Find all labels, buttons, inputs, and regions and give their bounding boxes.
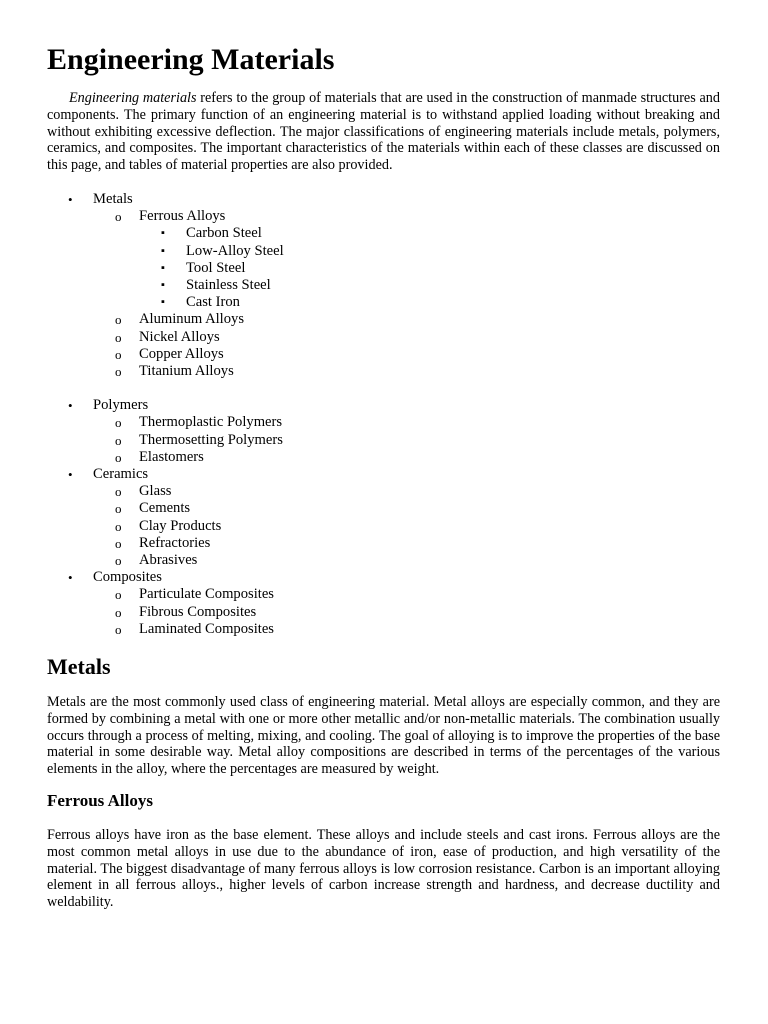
list-item: ▪ Tool Steel bbox=[139, 260, 720, 277]
list-spacer bbox=[93, 380, 720, 397]
list-item: ▪ Carbon Steel bbox=[139, 225, 720, 242]
section-heading-metals: Metals bbox=[47, 654, 111, 680]
materials-outline bbox=[47, 191, 720, 638]
section-heading-ferrous-alloys: Ferrous Alloys bbox=[47, 791, 153, 811]
list-item: o Fibrous Composites bbox=[93, 604, 720, 621]
metals-paragraph: Metals are the most commonly used class of engineering material. Metal alloys are especially common, and they are formed by combining a metal with one or more other metallic and/or non-metallic materials. The combination usually occurs through a process of melting, mixing, and cooling. The goal of alloying is to improve the properties of the base material in some desirable way. Metal alloy compositions are described in terms of the percentages of the various elements in the alloy, where the percentages are measured by weight. bbox=[47, 694, 720, 778]
list-item: o Nickel Alloys bbox=[93, 329, 720, 346]
list-item: o Clay Products bbox=[93, 518, 720, 535]
outline-label: Metals bbox=[93, 190, 133, 207]
list-item: o Glass bbox=[93, 483, 720, 500]
ferrous-paragraph: Ferrous alloys have iron as the base element. These alloys and include steels and cast irons. Ferrous alloys are the most common metal alloys in use due to the abundance of iron, ease of production, and high versatility of the material. The biggest disadvantage of many ferrous alloys is low corrosion resistance. Carbon is an important alloying element in all ferrous alloys., higher levels of carbon increase strength and hardness, and decrease ductility and weldability. bbox=[47, 827, 720, 911]
polymers-sublist bbox=[93, 414, 720, 466]
composites-sublist bbox=[93, 586, 720, 638]
list-item: o Elastomers bbox=[93, 449, 720, 466]
list-item: o Laminated Composites bbox=[93, 621, 720, 638]
outline-item-ceramics bbox=[47, 466, 720, 569]
list-item: ▪ Low-Alloy Steel bbox=[139, 243, 720, 260]
list-item: o Cements bbox=[93, 500, 720, 517]
outline-item-ferrous-alloys bbox=[93, 208, 720, 311]
ferrous-sublist bbox=[139, 225, 720, 311]
outline-label: Ferrous Alloys bbox=[139, 208, 226, 225]
outline-item-composites bbox=[47, 569, 720, 638]
ceramics-sublist bbox=[93, 483, 720, 569]
outline-label: Polymers bbox=[93, 397, 149, 414]
outline-item-polymers bbox=[47, 397, 720, 466]
outline-label: Ceramics bbox=[93, 466, 149, 483]
intro-paragraph bbox=[47, 90, 720, 174]
intro-text: refers to the group of materials that are used in the construction of manmade structures and components. The primary function of an engineering material is to withstand applied loading without breaking and without exhibiting excessive deflection. The major classifications of engineering materials include metals, polymers, ceramics, and composites. The important characteristics of the materials within each of these classes are discussed on this page, and tables of material properties are also provided. bbox=[47, 90, 720, 174]
metals-sublist bbox=[93, 208, 720, 380]
list-item: o Copper Alloys bbox=[93, 346, 720, 363]
page-title: Engineering Materials bbox=[47, 43, 335, 76]
list-item: o Thermoplastic Polymers bbox=[93, 414, 720, 431]
list-item: o Thermosetting Polymers bbox=[93, 432, 720, 449]
list-item: o Aluminum Alloys bbox=[93, 311, 720, 328]
outline-item-metals bbox=[47, 191, 720, 397]
list-item: ▪ Stainless Steel bbox=[139, 277, 720, 294]
list-item: o Refractories bbox=[93, 535, 720, 552]
intro-term: Engineering materials bbox=[69, 90, 197, 106]
list-item: o Abrasives bbox=[93, 552, 720, 569]
outline-label: Composites bbox=[93, 569, 162, 586]
list-item: ▪ Cast Iron bbox=[139, 294, 720, 311]
list-item: o Titanium Alloys bbox=[93, 363, 720, 380]
list-item: o Particulate Composites bbox=[93, 586, 720, 603]
